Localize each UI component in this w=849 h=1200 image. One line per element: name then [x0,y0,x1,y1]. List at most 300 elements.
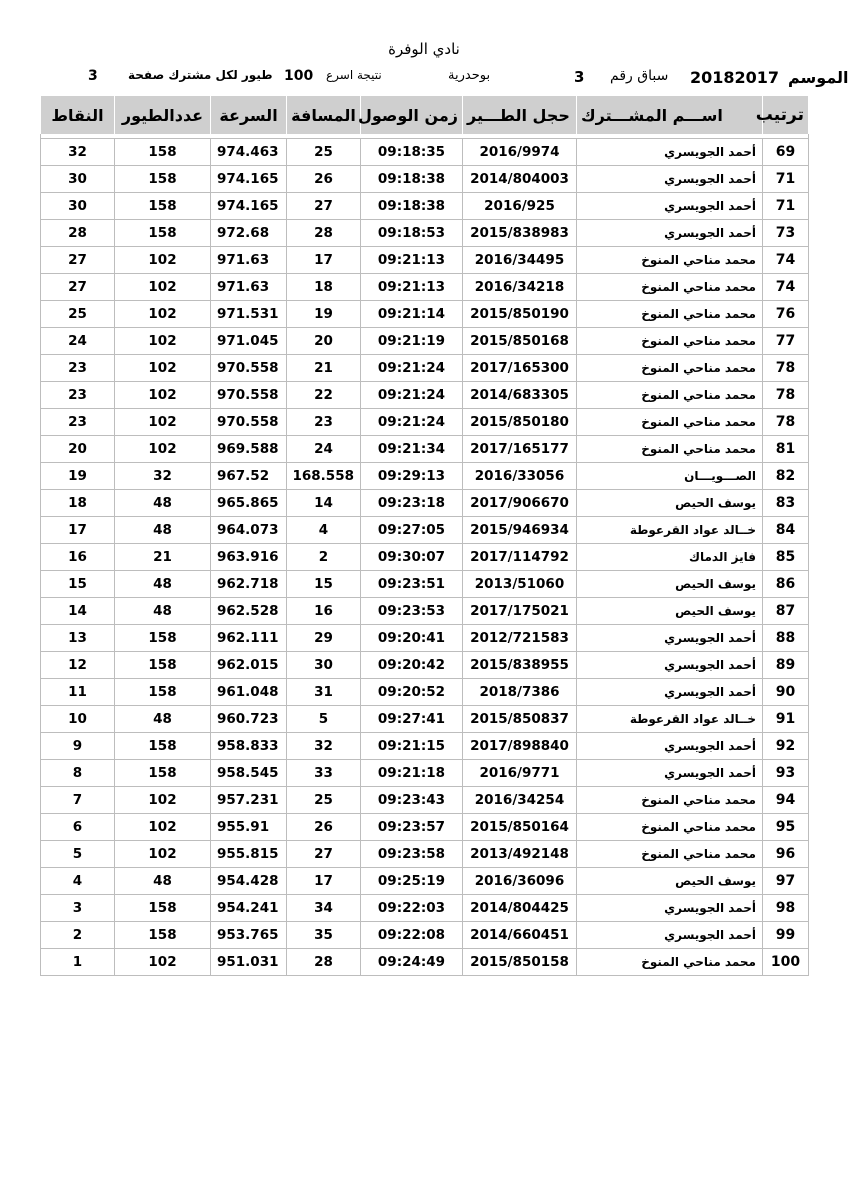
name-cell: يوسف الحيص [577,868,763,895]
name-cell: فايز الدماك [577,544,763,571]
speed-cell: 951.031 [211,949,287,976]
points-cell: 7 [41,787,115,814]
arrival-time-cell: 09:18:35 [361,139,463,166]
arrival-time-cell: 09:18:53 [361,220,463,247]
table-row [41,652,809,679]
rank-cell: 73 [763,220,809,247]
distance-cell: 34 [287,895,361,922]
birds-count-cell: 102 [115,436,211,463]
arrival-time-cell: 09:22:03 [361,895,463,922]
rank-cell: 98 [763,895,809,922]
birds-count-cell: 48 [115,571,211,598]
points-cell: 12 [41,652,115,679]
season-label: الموسم [788,68,849,87]
rank-cell: 90 [763,679,809,706]
speed-cell: 970.558 [211,409,287,436]
ring-cell: 2015/850158 [463,949,577,976]
ring-cell: 2017/165177 [463,436,577,463]
speed-cell: 969.588 [211,436,287,463]
speed-cell: 954.241 [211,895,287,922]
distance-cell: 168.558 [287,463,361,490]
distance-cell: 24 [287,436,361,463]
distance-cell: 25 [287,787,361,814]
arrival-time-cell: 09:21:24 [361,409,463,436]
ring-cell: 2013/492148 [463,841,577,868]
race-number: 3 [574,68,585,86]
distance-cell: 30 [287,652,361,679]
arrival-time-cell: 09:20:42 [361,652,463,679]
speed-cell: 957.231 [211,787,287,814]
ring-cell: 2016/34254 [463,787,577,814]
birds-count-cell: 102 [115,355,211,382]
speed-cell: 958.545 [211,760,287,787]
points-cell: 3 [41,895,115,922]
speed-cell: 964.073 [211,517,287,544]
arrival-time-cell: 09:23:18 [361,490,463,517]
table-row [41,166,809,193]
rank-cell: 88 [763,625,809,652]
col-speed-header: السرعة [211,96,287,134]
speed-cell: 962.111 [211,625,287,652]
speed-cell: 971.63 [211,274,287,301]
distance-cell: 15 [287,571,361,598]
points-cell: 30 [41,193,115,220]
table-row [41,760,809,787]
ring-cell: 2015/946934 [463,517,577,544]
arrival-time-cell: 09:23:57 [361,814,463,841]
table-header-row [41,96,809,134]
speed-cell: 962.718 [211,571,287,598]
ring-cell: 2016/34218 [463,274,577,301]
points-cell: 19 [41,463,115,490]
birds-count-cell: 48 [115,490,211,517]
birds-count-cell: 102 [115,328,211,355]
speed-cell: 963.916 [211,544,287,571]
speed-cell: 962.015 [211,652,287,679]
distance-cell: 14 [287,490,361,517]
name-cell: خــالد عواد القرعوطة [577,517,763,544]
birds-count-cell: 32 [115,463,211,490]
rank-cell: 87 [763,598,809,625]
table-row [41,949,809,976]
arrival-time-cell: 09:21:14 [361,301,463,328]
table-row [41,922,809,949]
rank-cell: 100 [763,949,809,976]
points-cell: 4 [41,868,115,895]
distance-cell: 27 [287,841,361,868]
points-cell: 28 [41,220,115,247]
ring-cell: 2016/9771 [463,760,577,787]
arrival-time-cell: 09:27:05 [361,517,463,544]
arrival-time-cell: 09:23:51 [361,571,463,598]
birds-count-cell: 158 [115,679,211,706]
table-row [41,841,809,868]
page-number: 3 [88,68,98,84]
table-row [41,139,809,166]
birds-page-label: طيور لكل مشترك صفحة [128,68,273,82]
distance-cell: 33 [287,760,361,787]
name-cell: أحمد الجويسري [577,760,763,787]
distance-cell: 31 [287,679,361,706]
ring-cell: 2013/51060 [463,571,577,598]
speed-cell: 958.833 [211,733,287,760]
ring-cell: 2015/850164 [463,814,577,841]
rank-cell: 78 [763,355,809,382]
table-row [41,193,809,220]
points-cell: 23 [41,382,115,409]
rank-cell: 96 [763,841,809,868]
distance-cell: 27 [287,193,361,220]
rank-cell: 91 [763,706,809,733]
speed-cell: 954.428 [211,868,287,895]
points-cell: 20 [41,436,115,463]
ring-cell: 2016/925 [463,193,577,220]
name-cell: محمد مناحي المنوخ [577,841,763,868]
ring-cell: 2015/850180 [463,409,577,436]
name-cell: أحمد الجويسري [577,139,763,166]
ring-cell: 2014/804003 [463,166,577,193]
distance-cell: 23 [287,409,361,436]
rank-cell: 85 [763,544,809,571]
race-label: سباق رقم [610,68,669,84]
points-cell: 16 [41,544,115,571]
rank-cell: 71 [763,166,809,193]
points-cell: 23 [41,355,115,382]
arrival-time-cell: 09:23:43 [361,787,463,814]
name-cell: الصـــويـــان [577,463,763,490]
rank-cell: 86 [763,571,809,598]
arrival-time-cell: 09:21:19 [361,328,463,355]
distance-cell: 22 [287,382,361,409]
distance-cell: 35 [287,922,361,949]
birds-count-cell: 102 [115,814,211,841]
birds-count-cell: 102 [115,409,211,436]
birds-count-cell: 158 [115,166,211,193]
race-type: بوحدرية [448,68,491,83]
table-row [41,436,809,463]
ring-cell: 2017/175021 [463,598,577,625]
distance-cell: 26 [287,166,361,193]
rank-cell: 82 [763,463,809,490]
rank-cell: 74 [763,247,809,274]
rank-cell: 94 [763,787,809,814]
arrival-time-cell: 09:23:58 [361,841,463,868]
table-row [41,247,809,274]
table-row [41,814,809,841]
arrival-time-cell: 09:21:24 [361,382,463,409]
rank-cell: 92 [763,733,809,760]
speed-cell: 965.865 [211,490,287,517]
name-cell: محمد مناحي المنوخ [577,409,763,436]
arrival-time-cell: 09:25:19 [361,868,463,895]
table-row [41,787,809,814]
birds-count-cell: 102 [115,949,211,976]
result-label: نتيجة اسرع [326,68,382,82]
speed-cell: 960.723 [211,706,287,733]
points-cell: 14 [41,598,115,625]
rank-cell: 99 [763,922,809,949]
rank-cell: 83 [763,490,809,517]
points-cell: 25 [41,301,115,328]
birds-count-cell: 102 [115,382,211,409]
rank-cell: 69 [763,139,809,166]
table-row [41,463,809,490]
arrival-time-cell: 09:21:34 [361,436,463,463]
ring-cell: 2015/850168 [463,328,577,355]
rank-cell: 74 [763,274,809,301]
distance-cell: 19 [287,301,361,328]
ring-cell: 2017/898840 [463,733,577,760]
ring-cell: 2016/9974 [463,139,577,166]
speed-cell: 971.045 [211,328,287,355]
table-row [41,490,809,517]
points-cell: 15 [41,571,115,598]
distance-cell: 18 [287,274,361,301]
points-cell: 17 [41,517,115,544]
table-row [41,382,809,409]
name-cell: يوسف الحيص [577,571,763,598]
rank-cell: 93 [763,760,809,787]
rank-cell: 81 [763,436,809,463]
birds-count-cell: 158 [115,652,211,679]
points-cell: 9 [41,733,115,760]
distance-cell: 21 [287,355,361,382]
name-cell: أحمد الجويسري [577,733,763,760]
birds-count-cell: 102 [115,301,211,328]
table-row [41,895,809,922]
arrival-time-cell: 09:21:13 [361,274,463,301]
points-cell: 2 [41,922,115,949]
table-row [41,733,809,760]
arrival-time-cell: 09:23:53 [361,598,463,625]
distance-cell: 17 [287,868,361,895]
name-cell: أحمد الجويسري [577,652,763,679]
name-cell: محمد مناحي المنوخ [577,787,763,814]
distance-cell: 2 [287,544,361,571]
col-birds-header: عددالطيور [115,96,211,134]
rank-cell: 89 [763,652,809,679]
birds-count-cell: 48 [115,598,211,625]
speed-cell: 955.815 [211,841,287,868]
table-row [41,868,809,895]
name-cell: محمد مناحي المنوخ [577,436,763,463]
arrival-time-cell: 09:21:13 [361,247,463,274]
table-row [41,598,809,625]
distance-cell: 4 [287,517,361,544]
table-row [41,301,809,328]
arrival-time-cell: 09:20:41 [361,625,463,652]
distance-cell: 25 [287,139,361,166]
birds-count-cell: 48 [115,706,211,733]
name-cell: خــالد عواد القرعوطة [577,706,763,733]
arrival-time-cell: 09:27:41 [361,706,463,733]
speed-cell: 970.558 [211,382,287,409]
ring-cell: 2014/683305 [463,382,577,409]
speed-cell: 974.165 [211,193,287,220]
arrival-time-cell: 09:21:18 [361,760,463,787]
birds-count-cell: 158 [115,625,211,652]
col-ring-header: حجل الطـــير [463,96,577,134]
ring-cell: 2017/165300 [463,355,577,382]
col-name-header: اســـم المشـــترك [577,96,763,134]
distance-cell: 28 [287,220,361,247]
distance-cell: 5 [287,706,361,733]
col-distance-header: المسافة [287,96,361,134]
table-row [41,625,809,652]
speed-cell: 962.528 [211,598,287,625]
points-cell: 32 [41,139,115,166]
rank-cell: 78 [763,409,809,436]
name-cell: يوسف الحيص [577,490,763,517]
name-cell: محمد مناحي المنوخ [577,247,763,274]
table-row [41,544,809,571]
points-cell: 10 [41,706,115,733]
season-value: 20182017 [690,68,780,87]
name-cell: أحمد الجويسري [577,220,763,247]
rank-cell: 78 [763,382,809,409]
arrival-time-cell: 09:18:38 [361,166,463,193]
speed-cell: 971.531 [211,301,287,328]
ring-cell: 2017/114792 [463,544,577,571]
distance-cell: 32 [287,733,361,760]
birds-count-cell: 158 [115,760,211,787]
points-cell: 30 [41,166,115,193]
ring-cell: 2015/850837 [463,706,577,733]
points-cell: 5 [41,841,115,868]
ring-cell: 2016/34495 [463,247,577,274]
arrival-time-cell: 09:22:08 [361,922,463,949]
table-row [41,409,809,436]
name-cell: أحمد الجويسري [577,193,763,220]
table-row [41,679,809,706]
name-cell: محمد مناحي المنوخ [577,814,763,841]
birds-count-cell: 48 [115,517,211,544]
speed-cell: 970.558 [211,355,287,382]
birds-count-cell: 158 [115,895,211,922]
name-cell: أحمد الجويسري [577,625,763,652]
name-cell: أحمد الجويسري [577,166,763,193]
ring-cell: 2017/906670 [463,490,577,517]
points-cell: 8 [41,760,115,787]
points-cell: 24 [41,328,115,355]
name-cell: محمد مناحي المنوخ [577,382,763,409]
points-cell: 27 [41,274,115,301]
ring-cell: 2015/838955 [463,652,577,679]
ring-cell: 2015/850190 [463,301,577,328]
rank-cell: 97 [763,868,809,895]
table-row [41,571,809,598]
birds-count-cell: 48 [115,868,211,895]
table-row [41,274,809,301]
points-cell: 13 [41,625,115,652]
points-cell: 27 [41,247,115,274]
speed-cell: 967.52 [211,463,287,490]
ring-cell: 2012/721583 [463,625,577,652]
points-cell: 23 [41,409,115,436]
arrival-time-cell: 09:21:24 [361,355,463,382]
race-info-bar [40,68,849,94]
name-cell: محمد مناحي المنوخ [577,328,763,355]
ring-cell: 2018/7386 [463,679,577,706]
birds-count-cell: 102 [115,787,211,814]
birds-count-cell: 102 [115,247,211,274]
points-cell: 11 [41,679,115,706]
rank-cell: 95 [763,814,809,841]
birds-count-cell: 158 [115,733,211,760]
speed-cell: 972.68 [211,220,287,247]
name-cell: محمد مناحي المنوخ [577,274,763,301]
speed-cell: 974.165 [211,166,287,193]
distance-cell: 16 [287,598,361,625]
distance-cell: 26 [287,814,361,841]
speed-cell: 955.91 [211,814,287,841]
name-cell: محمد مناحي المنوخ [577,949,763,976]
rank-cell: 77 [763,328,809,355]
arrival-time-cell: 09:29:13 [361,463,463,490]
ring-cell: 2015/838983 [463,220,577,247]
birds-count-cell: 158 [115,139,211,166]
birds-count-cell: 158 [115,220,211,247]
birds-count-cell: 102 [115,841,211,868]
rank-cell: 71 [763,193,809,220]
table-row [41,328,809,355]
arrival-time-cell: 09:30:07 [361,544,463,571]
ring-cell: 2014/660451 [463,922,577,949]
table-row [41,706,809,733]
rank-cell: 76 [763,301,809,328]
name-cell: أحمد الجويسري [577,895,763,922]
col-rank-header: ترتيب [763,96,809,134]
birds-count-cell: 102 [115,274,211,301]
name-cell: محمد مناحي المنوخ [577,355,763,382]
speed-cell: 953.765 [211,922,287,949]
col-time-header: زمن الوصول [361,96,463,134]
birds-count-cell: 21 [115,544,211,571]
speed-cell: 961.048 [211,679,287,706]
arrival-time-cell: 09:24:49 [361,949,463,976]
birds-count-cell: 158 [115,922,211,949]
points-cell: 1 [41,949,115,976]
arrival-time-cell: 09:18:38 [361,193,463,220]
distance-cell: 17 [287,247,361,274]
birds-count-cell: 158 [115,193,211,220]
distance-cell: 28 [287,949,361,976]
name-cell: أحمد الجويسري [577,922,763,949]
name-cell: أحمد الجويسري [577,679,763,706]
name-cell: محمد مناحي المنوخ [577,301,763,328]
speed-cell: 971.63 [211,247,287,274]
arrival-time-cell: 09:21:15 [361,733,463,760]
name-cell: يوسف الحيص [577,598,763,625]
results-table [40,96,809,976]
points-cell: 18 [41,490,115,517]
distance-cell: 20 [287,328,361,355]
table-row [41,355,809,382]
distance-cell: 29 [287,625,361,652]
rank-cell: 84 [763,517,809,544]
ring-cell: 2016/33056 [463,463,577,490]
speed-cell: 974.463 [211,139,287,166]
result-count: 100 [284,68,314,84]
points-cell: 6 [41,814,115,841]
ring-cell: 2016/36096 [463,868,577,895]
arrival-time-cell: 09:20:52 [361,679,463,706]
club-title: نادي الوفرة [388,40,460,58]
ring-cell: 2014/804425 [463,895,577,922]
table-row [41,517,809,544]
table-row [41,220,809,247]
col-points-header: النقاط [41,96,115,134]
